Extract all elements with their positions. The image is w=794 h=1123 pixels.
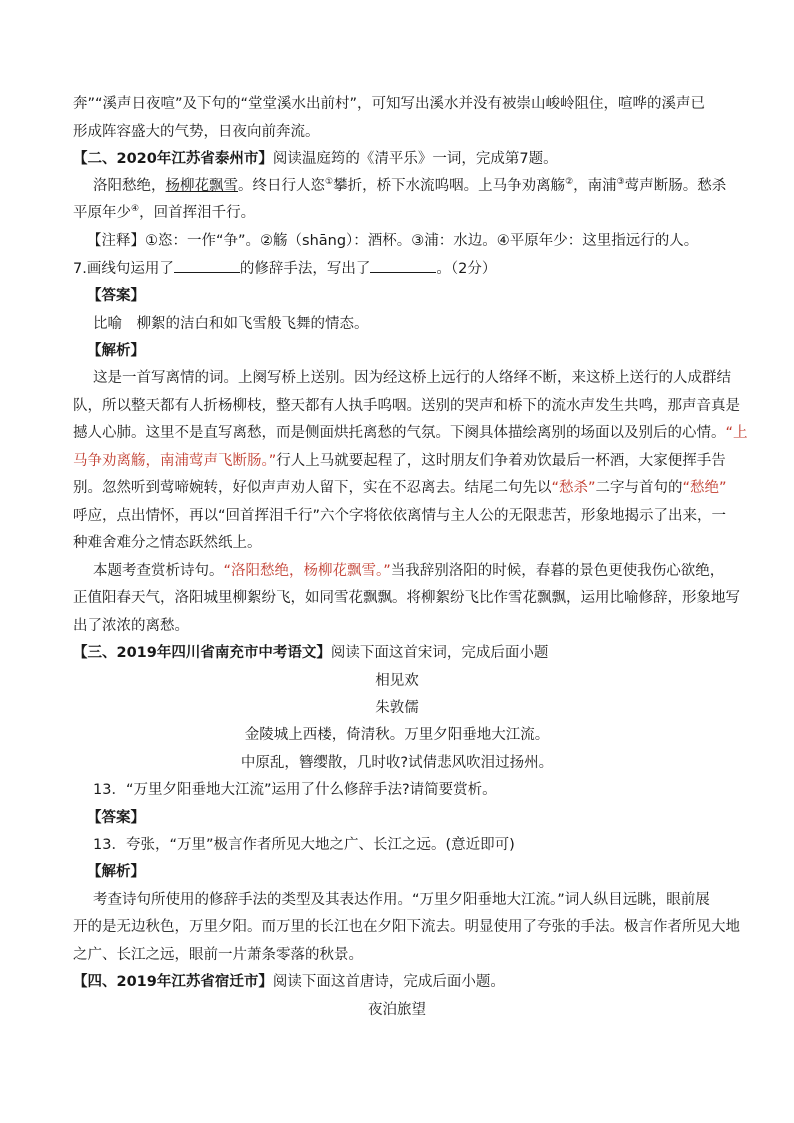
poem-text: 攀折，桥下水流呜咽。上马争劝离觞 — [333, 178, 566, 194]
section-header — [73, 149, 558, 169]
poem-text: ，南浦 — [573, 178, 617, 194]
analysis-text: 当我辞别洛阳的时候，春暮的景色更使我伤心欲绝， — [390, 563, 725, 579]
analysis-label: 【解析】 — [87, 343, 145, 359]
answer-blank — [370, 258, 436, 273]
analysis-text: 别。忽然听到莺啼婉转，好似声声劝人留下，实在不忍离去。结尾二句先以 — [73, 480, 552, 496]
annotation-note: 【注释】①恣：一作“争”。②觞（shāng）：酒杯。③浦：水边。④平原年少：这里指远行的人。 — [87, 233, 699, 249]
quoted-verse: “洛阳愁绝，杨柳花飘雪。” — [223, 563, 391, 579]
footnote-mark: ① — [325, 177, 334, 188]
question: 13．“万里夕阳垂地大江流”运用了什么修辞手法?请简要赏析。 — [93, 782, 497, 798]
section-header-source: 【二、2020年江苏省泰州市】 — [73, 151, 273, 167]
underlined-line: 杨柳花飘雪 — [165, 178, 238, 194]
question — [73, 258, 496, 279]
section-header-source: 【三、2019年四川省南充市中考语文】 — [73, 645, 331, 661]
poem-text: 平原年少 — [73, 205, 131, 221]
paragraph-line: 形成阵容盛大的气势，日夜向前奔流。 — [73, 124, 320, 140]
quoted-verse: “愁绝” — [682, 480, 727, 496]
analysis-line — [93, 561, 724, 581]
section-header-instruction: 阅读下面这首唐诗，完成后面小题。 — [272, 974, 505, 990]
poem-title: 相见欢 — [375, 673, 419, 689]
section-header-instruction: 阅读下面这首宋词，完成后面小题 — [330, 645, 549, 661]
analysis-label: 【解析】 — [87, 864, 145, 880]
question-text: 。（2分） — [436, 261, 497, 277]
analysis-line: 正值阳春天气，洛阳城里柳絮纷飞，如同雪花飘飘。将柳絮纷飞比作雪花飘飘，运用比喻修辞，形象地写 — [73, 590, 740, 606]
poem-text: 莺声断肠。愁杀 — [624, 178, 727, 194]
poem-text: 。终日行人恣 — [238, 178, 325, 194]
question-text: 的修辞手法，写出了 — [239, 261, 371, 277]
quoted-verse: 马争劝离觞，南浦莺声飞断肠。” — [73, 453, 277, 469]
answer-text: 13．夸张，“万里”极言作者所见大地之广、长江之远。(意近即可) — [93, 837, 515, 853]
answer-label: 【答案】 — [87, 288, 145, 304]
analysis-line — [73, 451, 726, 471]
section-header — [73, 643, 548, 663]
answer-label: 【答案】 — [87, 810, 145, 826]
analysis-line — [73, 423, 748, 443]
footnote-mark: ④ — [131, 204, 140, 215]
poem-text: 洛阳愁绝， — [93, 178, 166, 194]
analysis-line: 种难舍难分之情态跃然纸上。 — [73, 535, 262, 551]
section-header — [73, 972, 505, 992]
quoted-verse: “愁杀” — [551, 480, 596, 496]
analysis-line — [73, 478, 727, 498]
quoted-verse: “上 — [725, 425, 748, 441]
footnote-mark: ② — [565, 177, 574, 188]
footnote-mark: ③ — [616, 177, 625, 188]
analysis-line: 这是一首写离情的词。上阕写桥上送别。因为经这桥上远行的人络绎不断，来这桥上送行的人成群结 — [93, 370, 731, 386]
poem-line — [73, 203, 255, 223]
question-text: 7.画线句运用了 — [73, 261, 174, 277]
answer-blank — [174, 258, 240, 273]
poem-line — [93, 176, 726, 196]
analysis-line: 之广、长江之远，眼前一片萧条零落的秋景。 — [73, 947, 363, 963]
answer-text: 比喻 柳絮的洁白和如飞雪般飞舞的情态。 — [93, 316, 369, 332]
poem-author: 朱敦儒 — [375, 700, 419, 716]
analysis-line: 队，所以整天都有人折杨柳枝，整天都有人执手呜咽。送别的哭声和桥下的流水声发生共鸣，那声音真是 — [73, 398, 740, 414]
analysis-text: 撼人心肺。这里不是直写离愁，而是侧面烘托离愁的气氛。下阕具体描绘离别的场面以及别后的心情。 — [73, 425, 726, 441]
section-header-source: 【四、2019年江苏省宿迁市】 — [73, 974, 273, 990]
section-header-instruction: 阅读温庭筠的《清平乐》一词，完成第7题。 — [272, 151, 558, 167]
analysis-text: 二字与首句的 — [595, 480, 683, 496]
analysis-line: 考查诗句所使用的修辞手法的类型及其表达作用。“万里夕阳垂地大江流。”词人纵目远眺，眼前展 — [93, 892, 710, 908]
analysis-text: 行人上马就要起程了，这时朋友们争着劝饮最后一杯酒，大家便挥手告 — [276, 453, 726, 469]
poem-text: ，回首挥泪千行。 — [139, 205, 256, 221]
poem-verse: 金陵城上西楼，倚清秋。万里夕阳垂地大江流。 — [244, 727, 550, 743]
poem-verse: 中原乱，簪缨散，几时收?试倩悲风吹泪过扬州。 — [240, 755, 554, 771]
analysis-line: 开的是无边秋色，万里夕阳。而万里的长江也在夕阳下流去。明显使用了夸张的手法。极言作者所见大地 — [73, 919, 740, 935]
paragraph-line: 奔”“溪声日夜喧”及下句的“堂堂溪水出前村”，可知写出溪水并没有被崇山峻岭阻住，喧哗的溪声已 — [73, 96, 706, 112]
analysis-text: 本题考查赏析诗句。 — [93, 563, 224, 579]
poem-title: 夜泊旅望 — [368, 1002, 426, 1018]
analysis-line: 呼应，点出情怀，再以“回首挥泪千行”六个字将依依离情与主人公的无限悲苦，形象地揭示了出来，一 — [73, 508, 727, 524]
analysis-line: 出了浓浓的离愁。 — [73, 618, 189, 634]
